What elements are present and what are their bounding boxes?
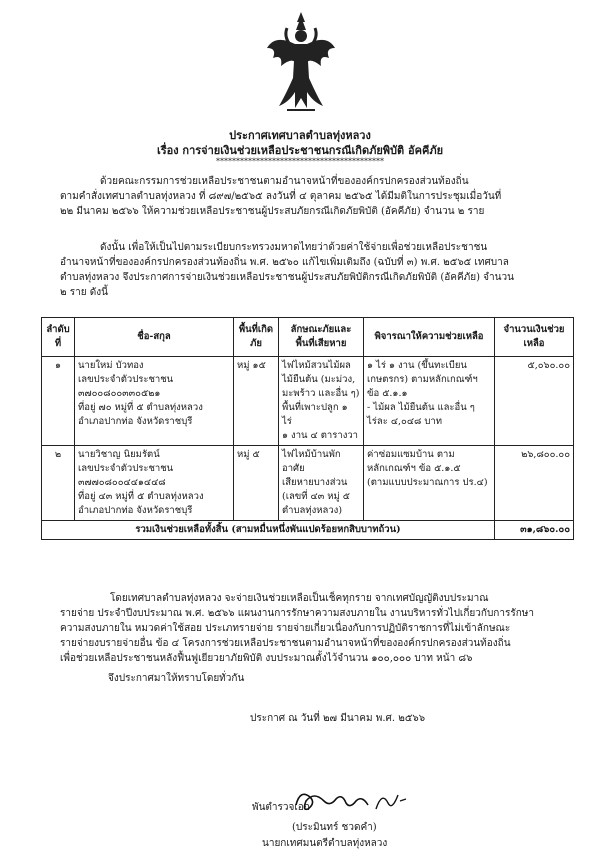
cell-damage — [279, 446, 364, 521]
cell-line: ที่อยู่ ๗๐ หมู่ที่ ๕ ตำบลทุ่งหลวง — [78, 402, 203, 413]
table-header-row — [42, 318, 574, 357]
signer-position: นายกเทศมนตรีตำบลทุ่งหลวง — [262, 838, 388, 849]
cell-line: นายใหม่ บัวทอง — [78, 360, 144, 371]
cell-line: - ไม้ผล ไม้ยืนต้น และอื่น ๆ — [367, 402, 475, 413]
table-row — [42, 357, 574, 446]
cell-amount: ๒๖,๘๐๐.๐๐ — [495, 446, 574, 521]
cell-line: นายวิชาญ นิยมรัตน์ — [78, 449, 160, 460]
header-consider: พิจารณาให้ความช่วยเหลือ — [364, 318, 495, 357]
paragraph-line: โดยเทศบาลตำบลทุ่งหลวง จะจ่ายเงินช่วยเหลือเป็นเช็คทุกราย จากเทศบัญญัติงบประมาณ — [110, 593, 489, 604]
paragraph-line: ตามคำสั่งเทศบาลตำบลทุ่งหลวง ที่ ๘๙๗/๒๕๖๕ ลงวันที่ ๔ ตุลาคม ๒๕๖๕ ได้มีมติในการประชุมเมื่อวันที่ — [60, 191, 502, 202]
cell-line: อำเภอปากท่อ จังหวัดราชบุรี — [78, 505, 193, 516]
cell-line: หลักเกณฑ์ฯ ข้อ ๕.๑.๕ — [367, 463, 461, 474]
paragraph-line: ดังนั้น เพื่อให้เป็นไปตามระเบียบกระทรวงมหาดไทยว่าด้วยค่าใช้จ่ายเพื่อช่วยเหลือประชาชน — [100, 242, 488, 253]
cell-line: ๑ งาน ๔ ตารางวา — [282, 430, 358, 441]
cell-damage — [279, 357, 364, 446]
divider-stars: ****************************************** — [216, 157, 384, 166]
cell-line: ไฟไหม้บ้านพักอาศัย — [282, 449, 341, 474]
cell-line: ไร่ละ ๔,๐๔๘ บาท — [367, 416, 442, 427]
cell-consider — [364, 357, 495, 446]
cell-line: เลขประจำตัวประชาชน — [78, 463, 174, 474]
cell-area: หมู่ ๕ — [234, 446, 279, 521]
cell-line: อำเภอปากท่อ จังหวัดราชบุรี — [78, 416, 193, 427]
cell-consider — [364, 446, 495, 521]
total-label: รวมเงินช่วยเหลือทั้งสิ้น (สามหมื่นหนึ่งพันแปดร้อยหกสิบบาทถ้วน) — [42, 521, 495, 540]
paragraph-line: ๒ ราย ดังนี้ — [60, 287, 109, 298]
cell-line: เสียหายบางส่วน — [282, 477, 348, 488]
paragraph-line: รายจ่าย ประจำปีงบประมาณ พ.ศ. ๒๕๖๖ แผนงานการรักษาความสงบภายใน งานบริหารทั่วไปเกี่ยวกับการรักษา — [60, 608, 534, 619]
signer-rank: พันตำรวจเอก — [252, 802, 310, 813]
paragraph-line: รายจ่ายงบรายจ่ายอื่น ข้อ ๔ โครงการช่วยเหลือประชาชนตามอำนาจหน้าที่ขององค์กรปกครองส่วนท้องถิ่น — [60, 638, 511, 649]
paragraph-line: เพื่อช่วยเหลือประชาชนหลังฟื้นฟูเยียวยาภัยพิบัติ งบประมาณตั้งไว้จำนวน ๑๐๐,๐๐๐ บาท หน้า ๘๖ — [60, 653, 473, 664]
cell-no: ๑ — [42, 357, 75, 446]
signer-name: (ประมินทร์ ชวดคำ) — [292, 822, 377, 833]
cell-line: ๓๗๐๐๘๐๐๓๓๐๕๒๑ — [78, 388, 161, 399]
cell-amount: ๕,๐๖๐.๐๐ — [495, 357, 574, 446]
cell-line: พื้นที่เพาะปลูก ๑ ไร่ — [282, 402, 348, 427]
cell-no: ๒ — [42, 446, 75, 521]
paragraph-line: ตำบลทุ่งหลวง จึงประกาศการจ่ายเงินช่วยเหลือประชาชนผู้ประสบภัยพิบัติกรณีเกิดภัยพิบัติ (อัคคีภัย) จำนวน — [60, 272, 514, 283]
cell-line: ข้อ ๕.๑.๑ — [367, 388, 408, 399]
header-area: พื้นที่เกิดภัย — [234, 318, 279, 357]
cell-line: ๑ ไร่ ๑ งาน (ขึ้นทะเบียน — [367, 360, 467, 371]
cell-line: ไม้ยืนต้น (มะม่วง, — [282, 374, 356, 385]
header-name: ชื่อ-สกุล — [75, 318, 234, 357]
total-amount: ๓๑,๘๖๐.๐๐ — [495, 521, 574, 540]
cell-line: (ตามแบบประมาณการ ปร.๔) — [367, 477, 488, 488]
announcement-date: ประกาศ ณ วันที่ ๒๗ มีนาคม พ.ศ. ๒๕๖๖ — [250, 713, 426, 724]
paragraph-line: ๒๒ มีนาคม ๒๕๖๖ ให้ความช่วยเหลือประชาชนผู้ประสบภัยกรณีเกิดภัยพิบัติ (อัคคีภัย) จำนวน ๒ ราย — [60, 206, 485, 217]
paragraph-line: ความสงบภายใน หมวดค่าใช้สอย ประเภทรายจ่าย รายจ่ายเกี่ยวเนื่องกับการปฏิบัติราชการที่ไม่เข้าลักษณะ — [60, 623, 511, 634]
assistance-table — [41, 317, 574, 540]
cell-line: ตำบลทุ่งหลวง) — [282, 505, 343, 516]
cell-area: หมู่ ๑๕ — [234, 357, 279, 446]
cell-name — [75, 357, 234, 446]
header-damage: ลักษณะภัยและพื้นที่เสียหาย — [279, 318, 364, 357]
closing-line: จึงประกาศมาให้ทราบโดยทั่วกัน — [108, 673, 245, 684]
garuda-emblem-icon — [265, 8, 337, 120]
handwritten-signature-icon — [290, 783, 410, 817]
header-no: ลำดับที่ — [42, 318, 75, 357]
paragraph-intro — [60, 174, 555, 219]
cell-line: ไฟไหม้สวนไม้ผล — [282, 360, 351, 371]
table-total-row — [42, 521, 574, 540]
cell-line: เกษตรกร) ตามหลักเกณฑ์ฯ — [367, 374, 478, 385]
cell-line: ค่าซ่อมแซมบ้าน ตาม — [367, 449, 455, 460]
cell-line: ที่อยู่ ๔๓ หมู่ที่ ๕ ตำบลทุ่งหลวง — [78, 491, 204, 502]
table-row — [42, 446, 574, 521]
header-amount: จำนวนเงินช่วยเหลือ — [495, 318, 574, 357]
paragraph-line: อำนาจหน้าที่ขององค์กรปกครองส่วนท้องถิ่น พ.ศ. ๒๕๖๐ แก้ไขเพิ่มเติมถึง (ฉบับที่ ๓) พ.ศ. ๒๕๖๕ เทศบาล — [60, 257, 509, 268]
announcement-title: ประกาศเทศบาลตำบลทุ่งหลวง — [229, 129, 371, 142]
cell-line: มะพร้าว และอื่น ๆ) — [282, 388, 360, 399]
cell-line: ๓๗๗๐๘๐๐๔๔๑๔๔๘ — [78, 477, 166, 488]
announcement-subject: เรื่อง การจ่ายเงินช่วยเหลือประชาชนกรณีเกิดภัยพิบัติ อัคคีภัย — [156, 144, 444, 157]
cell-name — [75, 446, 234, 521]
paragraph-regulation — [60, 240, 555, 300]
cell-line: เลขประจำตัวประชาชน — [78, 374, 174, 385]
paragraph-budget — [60, 591, 560, 666]
paragraph-line: ด้วยคณะกรรมการช่วยเหลือประชาชนตามอำนาจหน้าที่ขององค์กรปกครองส่วนท้องถิ่น — [100, 176, 469, 187]
cell-line: (เลขที่ ๔๓ หมู่ ๕ — [282, 491, 350, 502]
